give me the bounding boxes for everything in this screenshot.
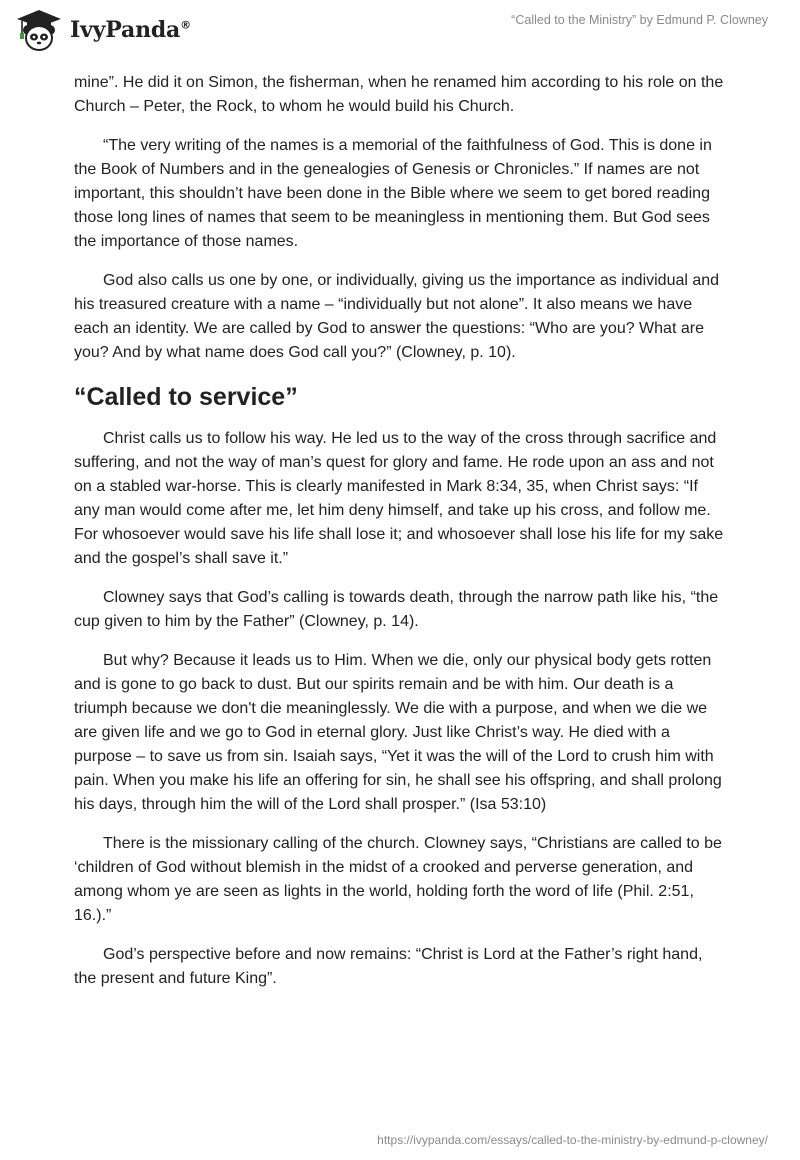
section-heading: “Called to service”	[74, 383, 298, 411]
brand-name[interactable]: IvyPanda®	[70, 17, 191, 43]
paragraph: Clowney says that God’s calling is towards death, through the narrow path like his, “the cup given to him by the Father” (Clowney, p. 14).	[74, 589, 719, 630]
paragraph: mine”. He did it on Simon, the fisherman, when he renamed him according to his role on the Church – Peter, the Rock, to whom he would build his Church.	[74, 74, 724, 115]
page-header	[0, 0, 800, 60]
paragraph: God also calls us one by one, or individually, giving us the importance as individual and his treasured creature with a name – “individually but not alone”. It also means we have each an identity. We are called by God to answer the questions: “Who are you? What are you? And by what name does God call you?” (Clowney, p. 10).	[74, 272, 720, 361]
essay-body	[74, 71, 728, 1006]
document-title: “Called to the Ministry” by Edmund P. Clowney	[511, 13, 768, 27]
paragraph: God’s perspective before and now remains: “Christ is Lord at the Father’s right hand, the present and future King”.	[74, 946, 703, 987]
source-url[interactable]: https://ivypanda.com/essays/called-to-the-ministry-by-edmund-p-clowney/	[377, 1133, 768, 1147]
paragraph: There is the missionary calling of the church. Clowney says, “Christians are called to be ‘children of God without blemish in the midst of a crooked and perverse generation, and among whom ye are seen as lights in the world, holding forth the word of life (Phil. 2:51, 16.).”	[74, 835, 722, 924]
paragraph: Christ calls us to follow his way. He led us to the way of the cross through sacrifice and suffering, and not the way of man’s quest for glory and fame. He rode upon an ass and not on a stabled war-horse. This is clearly manifested in Mark 8:34, 35, when Christ says: “If any man would come after me, let him deny himself, and take up his cross, and follow me. For whosoever would save his life shall lose it; and whosoever shall lose his life for my sake and the gospel’s shall save it.”	[74, 430, 724, 567]
ivypanda-logo[interactable]	[14, 8, 191, 52]
paragraph: “The very writing of the names is a memorial of the faithfulness of God. This is done in the Book of Numbers and in the genealogies of Genesis or Chronicles.” If names are not important, this shouldn’t have been done in the Bible where we seem to get bored reading those long lines of names that seem to be meaningless in mentioning them. But God sees the importance of those names.	[74, 137, 712, 250]
panda-graduate-icon	[14, 8, 64, 52]
paragraph: But why? Because it leads us to Him. When we die, only our physical body gets rotten and is gone to go back to dust. But our spirits remain and be with him. Our death is a triumph because we don't die meaninglessly. We die with a purpose, and when we die we are given life and we go to God in eternal glory. Just like Christ’s way. He died with a purpose – to save us from sin. Isaiah says, “Yet it was the will of the Lord to crush him with pain. When you make his life an offering for sin, he shall see his offspring, and shall prolong his days, through him the will of the Lord shall prosper.” (Isa 53:10)	[74, 652, 722, 813]
